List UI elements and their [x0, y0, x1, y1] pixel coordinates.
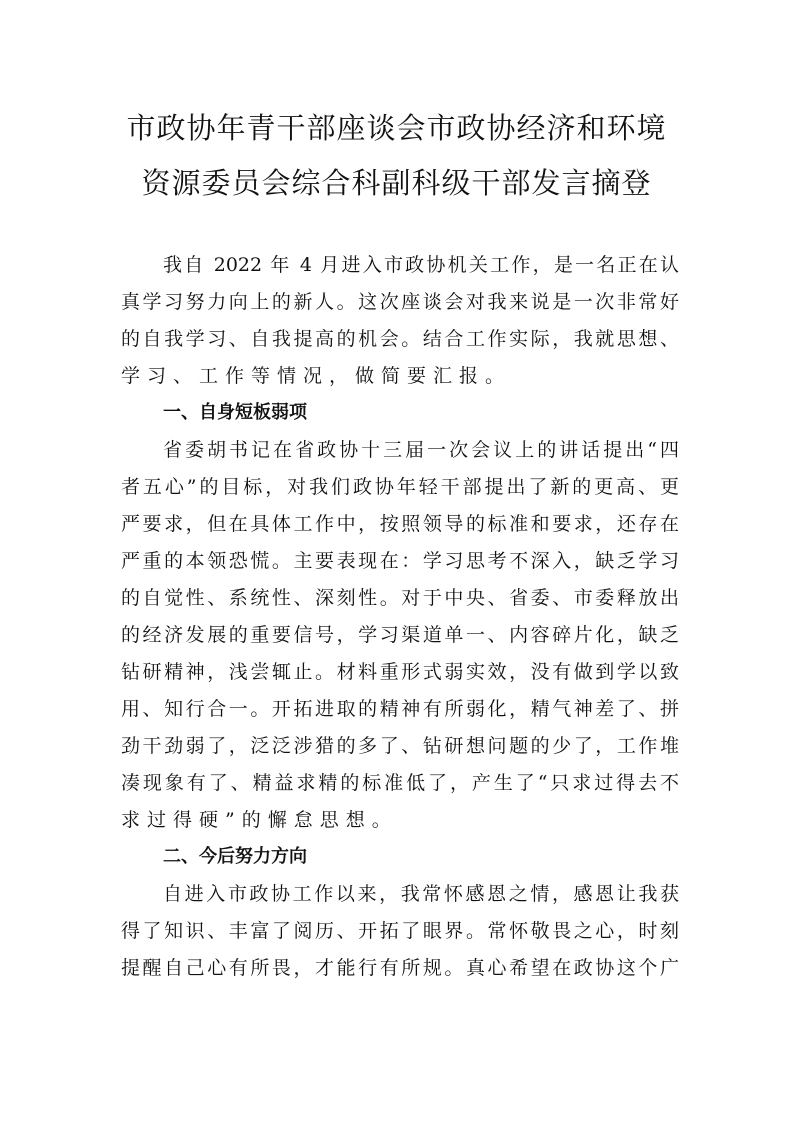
section-heading-2: 二、今后努力方向: [163, 846, 307, 867]
text-line: 劲干劲弱了，泛泛涉猎的多了、钻研想问题的少了，工作堆: [121, 735, 679, 757]
text-line: [121, 364, 679, 388]
text-line: 用、知行合一。开拓进取的精神有所弱化，精气神差了、拼: [121, 698, 679, 720]
text-line: 严要求，但在具体工作中，按照领导的标准和要求，还存在: [121, 513, 679, 535]
text-line: 真学习努力向上的新人。这次座谈会对我来说是一次非常好: [121, 291, 679, 313]
text-line: [121, 808, 679, 832]
text-line: 钻研精神，浅尝辄止。材料重形式弱实效，没有做到学以致: [121, 661, 679, 683]
text-line: 者五心”的目标，对我们政协年轻干部提出了新的更高、更: [121, 476, 679, 498]
text-line: 得了知识、丰富了阅历、开拓了眼界。常怀敬畏之心，时刻: [121, 920, 679, 942]
text-line: 我自 2022 年 4 月进入市政协机关工作，是一名正在认: [163, 254, 679, 276]
text-line: 的经济发展的重要信号，学习渠道单一、内容碎片化，缺乏: [121, 624, 679, 646]
title-line: 市政协年青干部座谈会市政协经济和环境: [126, 111, 667, 145]
text-span: 求过得硬”的懈怠思想。: [121, 809, 398, 831]
section-heading-1: 一、自身短板弱项: [163, 402, 307, 423]
text-line: 省委胡书记在省政协十三届一次会议上的讲话提出“四: [163, 439, 679, 461]
text-span: 学习、工作等情况，做简要汇报。: [121, 365, 512, 387]
text-line: 凑现象有了、精益求精的标准低了，产生了“只求过得去不: [121, 772, 679, 794]
text-line: 的自我学习、自我提高的机会。结合工作实际，我就思想、: [121, 328, 679, 350]
title-line: 资源委员会综合科副科级干部发言摘登: [141, 166, 652, 200]
text-line: 的自觉性、系统性、深刻性。对于中央、省委、市委释放出: [121, 587, 679, 609]
text-line: 提醒自己心有所畏，才能行有所规。真心希望在政协这个广: [121, 957, 679, 979]
text-line: 自进入市政协工作以来，我常怀感恩之情，感恩让我获: [163, 883, 679, 905]
text-line: 严重的本领恐慌。主要表现在：学习思考不深入，缺乏学习: [121, 550, 679, 572]
